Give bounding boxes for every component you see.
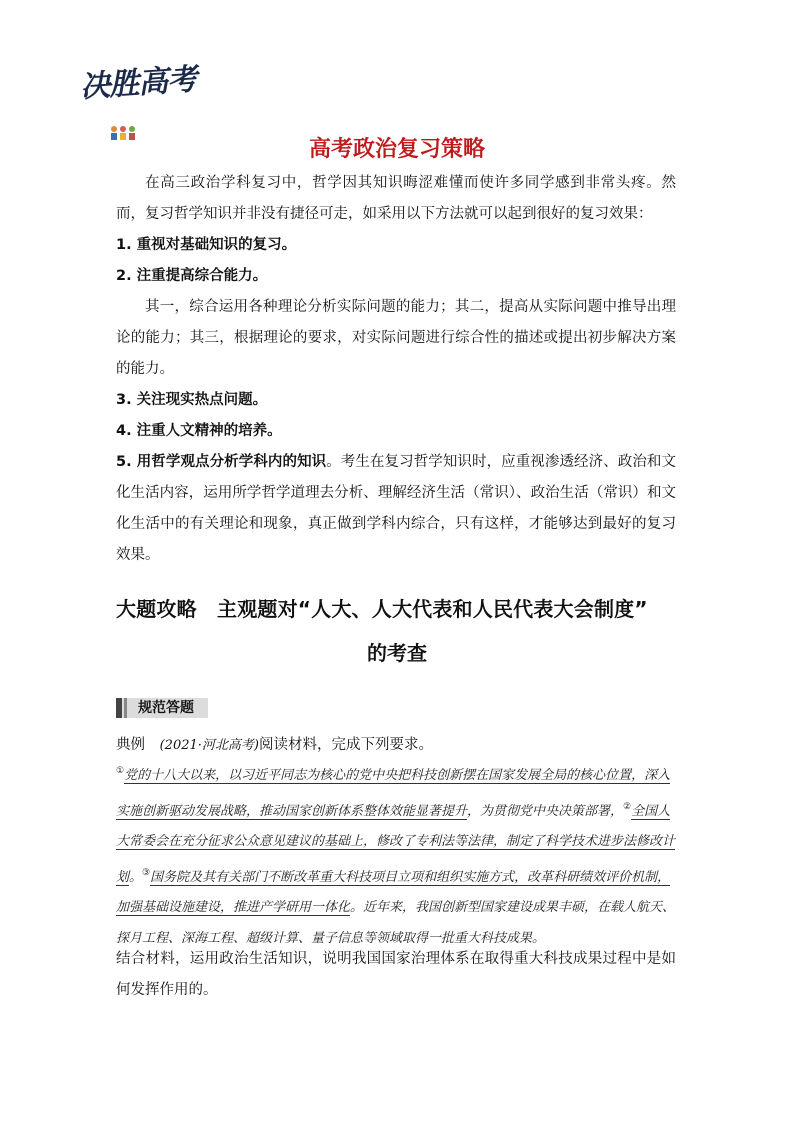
strategy-item-2-body: 其一，综合运用各种理论分析实际问题的能力；其二，提高从实际问题中推导出理论的能力；其三，根据理论的要求，对实际问题进行综合性的描述或提出初步解决方案的能力。 [116, 299, 676, 377]
strategy-item-5-heading: 5. 用哲学观点分析学科内的知识 [116, 454, 327, 470]
marker-3: ③ [142, 867, 151, 878]
strategy-item-5-body: 。考生在复习哲学知识时，应重视渗透经济、政治和文化生活内容，运用所学哲学道理去分析、理解经济生活（常识）、政治生活（常识）和文化生活中的有关理论和现象，真正做到学科内综合，只有这样，才能够达到最好的复习效果。 [116, 454, 677, 563]
tag-marker-2 [124, 698, 127, 718]
material-underlined-2: 全国人大常委会在充分征求公众意见建议的基础上，修改了专利法等法律，制定了科学技术进步法修改计划 [116, 803, 676, 885]
section-heading-line1: 大题攻略 主观题对“人大、人大代表和人民代表大会制度” [116, 597, 648, 621]
strategy-item-4: 4. 注重人文精神的培养。 [116, 423, 282, 439]
page-title: 高考政治复习策略 [308, 137, 485, 162]
section-heading [116, 587, 678, 675]
marker-1: ① [116, 766, 125, 776]
material-underlined-1: 党的十八大以来，以习近平同志为核心的党中央把科技创新摆在国家发展全局的核心位置，深入实施创新驱动发展战略，推动国家创新体系整体效能显著提升 [116, 768, 671, 819]
strategy-item-5 [116, 447, 676, 571]
question-paragraph: 结合材料，运用政治生活知识，说明我国国家治理体系在取得重大科技成果过程中是如何发挥作用的。 [116, 951, 676, 998]
handwritten-material [116, 756, 681, 954]
strategy-item-1: 1. 重视对基础知识的复习。 [116, 237, 297, 253]
example-prompt: 阅读材料，完成下列要求。 [258, 737, 433, 753]
section-tag [116, 698, 208, 718]
section-heading-line2: 的考查 [367, 641, 427, 665]
tag-marker [116, 698, 122, 718]
material-text-3: 。近年来，我国创新型国家建设成果丰硕，在载人航天、探月工程、深海工程、超级计算、量子信息等领域取得一批重大科技成果。 [116, 900, 676, 946]
material-underlined-3: 国务院及其有关部门不断改革重大科技项目立项和组织实施方式，改革科研绩效评价机制，加强基础设施建设，推进产学研用一体化 [116, 869, 671, 915]
tag-label: 规范答题 [138, 700, 194, 716]
material-text-2: 。 [129, 869, 143, 885]
example-label: 典例 [116, 737, 145, 753]
strategy-item-3: 3. 关注现实热点问题。 [116, 392, 268, 408]
marker-2: ② [623, 801, 632, 812]
intro-paragraph: 在高三政治学科复习中，哲学因其知识晦涩难懂而使许多同学感到非常头疼。然而，复习哲学知识并非没有捷径可走，如采用以下方法就可以起到很好的复习效果： [116, 175, 676, 222]
example-line [116, 733, 681, 754]
example-source: (2021·河北高考) [159, 738, 259, 753]
strategy-item-2: 2. 注重提高综合能力。 [116, 268, 268, 284]
logo-text: 决胜高考 [79, 61, 198, 105]
material-text-1: ，为贯彻党中央决策部署， [467, 803, 624, 819]
